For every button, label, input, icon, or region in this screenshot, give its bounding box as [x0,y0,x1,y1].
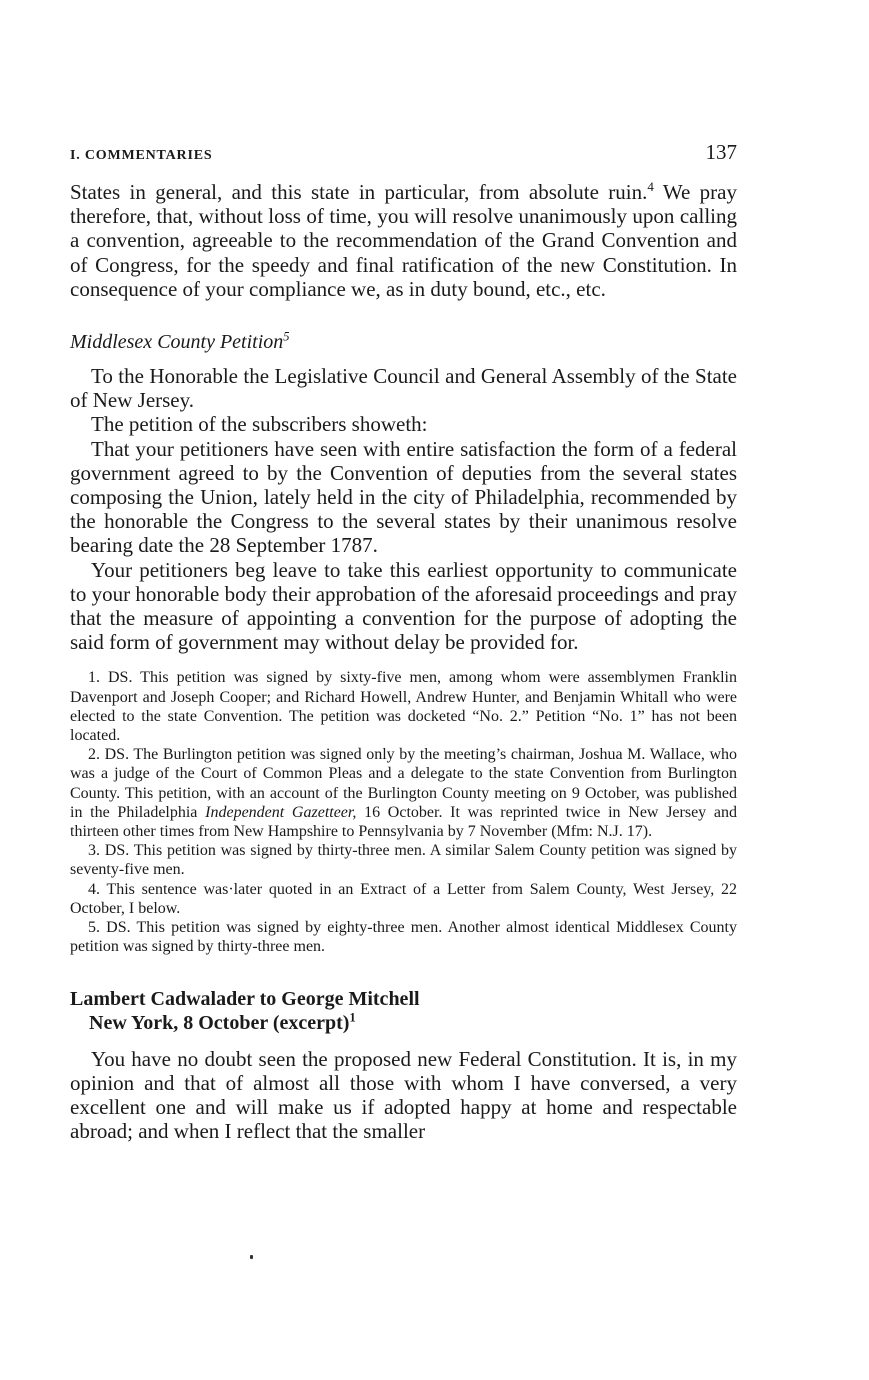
footnotes [70,668,737,956]
footnote-2-text-after: 16 October. It was reprinted twice in New Jersey and thirteen other times from New Hampshire to Pennsylvania by 7 November (Mfm: N.J. 17). [70,803,737,841]
middlesex-petition [70,364,737,654]
petition-paragraph: Your petitioners beg leave to take this earliest opportunity to communicate to your honorable body their approbation of the aforesaid proceedings and pray that the measure of appointing a convention for the purpose of adopting the said form of government may without delay be provided for. [70,557,737,655]
footnote-2-publication: Independent Gazetteer, [205,803,357,821]
ink-speck [250,1255,253,1259]
letter-heading-title: Lambert Cadwalader to George Mitchell [70,987,420,1010]
footnote-ref-5: 5 [283,329,290,344]
footnote-ref-4: 4 [647,179,654,194]
letter-dateline-text: New York, 8 October (excerpt) [89,1011,350,1034]
petition-paragraph: The petition of the subscribers showeth: [91,412,428,437]
letter-body [70,1047,737,1144]
petition-paragraph: That your petitioners have seen with entire satisfaction the form of a federal government agreed to by the Convention of deputies from the several states composing the Union, lately held in the city of Philadelphia, recommended by the honorable the Congress to the several states by their unanimous resolve bearing date the 28 September 1787. [70,436,737,558]
footnote-4: 4. This sentence was·later quoted in an Extract of a Letter from Salem County, West Jersey, 22 October, I below. [70,880,737,917]
middlesex-heading-text: Middlesex County Petition [70,331,284,354]
footnote-3: 3. DS. This petition was signed by thirty-three men. A similar Salem County petition was signed by seventy-five men. [70,842,737,879]
footnote-1: 1. DS. This petition was signed by sixty-five men, among whom were assemblymen Franklin Davenport and Joseph Cooper; and Richard Howell, Andrew Hunter, and Benjamin Whitall who were elected to the state Convention. The petition was docketed “No. 2.” Petition “No. 1” has not been located. [70,669,737,745]
continuation-paragraph [70,180,737,301]
footnote-ref-1: 1 [349,1009,356,1024]
page-number: 137 [705,140,737,164]
continuation-text-after: We pray therefore, that, without loss of time, you will resolve unanimously upon calling a convention, agreeable to the recommendation of the Grand Convention and of Congress, for the speedy and final ratification of the new Constitution. In consequence of your compliance we, as in duty bound, etc., etc. [70,180,737,301]
letter-heading [70,987,737,1035]
letter-paragraph: You have no doubt seen the proposed new Federal Constitution. It is, in my opinion and that of almost all those with whom I have conversed, a very excellent one and will make us if adopted happy at home and respectable abroad; and when I reflect that the smaller [70,1046,737,1144]
running-head [70,140,737,180]
footnote-2-text: 2. DS. The Burlington petition was signed only by the meeting’s chairman, Joshua M. Wallace, who was a judge of the Court of Common Pleas and a delegate to the state Convention from Burlington County. This petition, with an account of the Burlington County meeting on 9 October, was published in the Philadelphia [70,746,737,821]
middlesex-heading [70,331,737,354]
book-page [70,140,737,1143]
petition-paragraph: To the Honorable the Legislative Council and General Assembly of the State of New Jersey. [70,364,737,413]
footnote-2 [70,745,737,841]
letter-heading-dateline [70,1011,737,1035]
continuation-text: States in general, and this state in particular, from absolute ruin. [70,180,648,204]
running-head-section: I. COMMENTARIES [70,148,213,163]
footnote-5: 5. DS. This petition was signed by eighty-three men. Another almost identical Middlesex County petition was signed by thirty-three men. [70,919,737,956]
